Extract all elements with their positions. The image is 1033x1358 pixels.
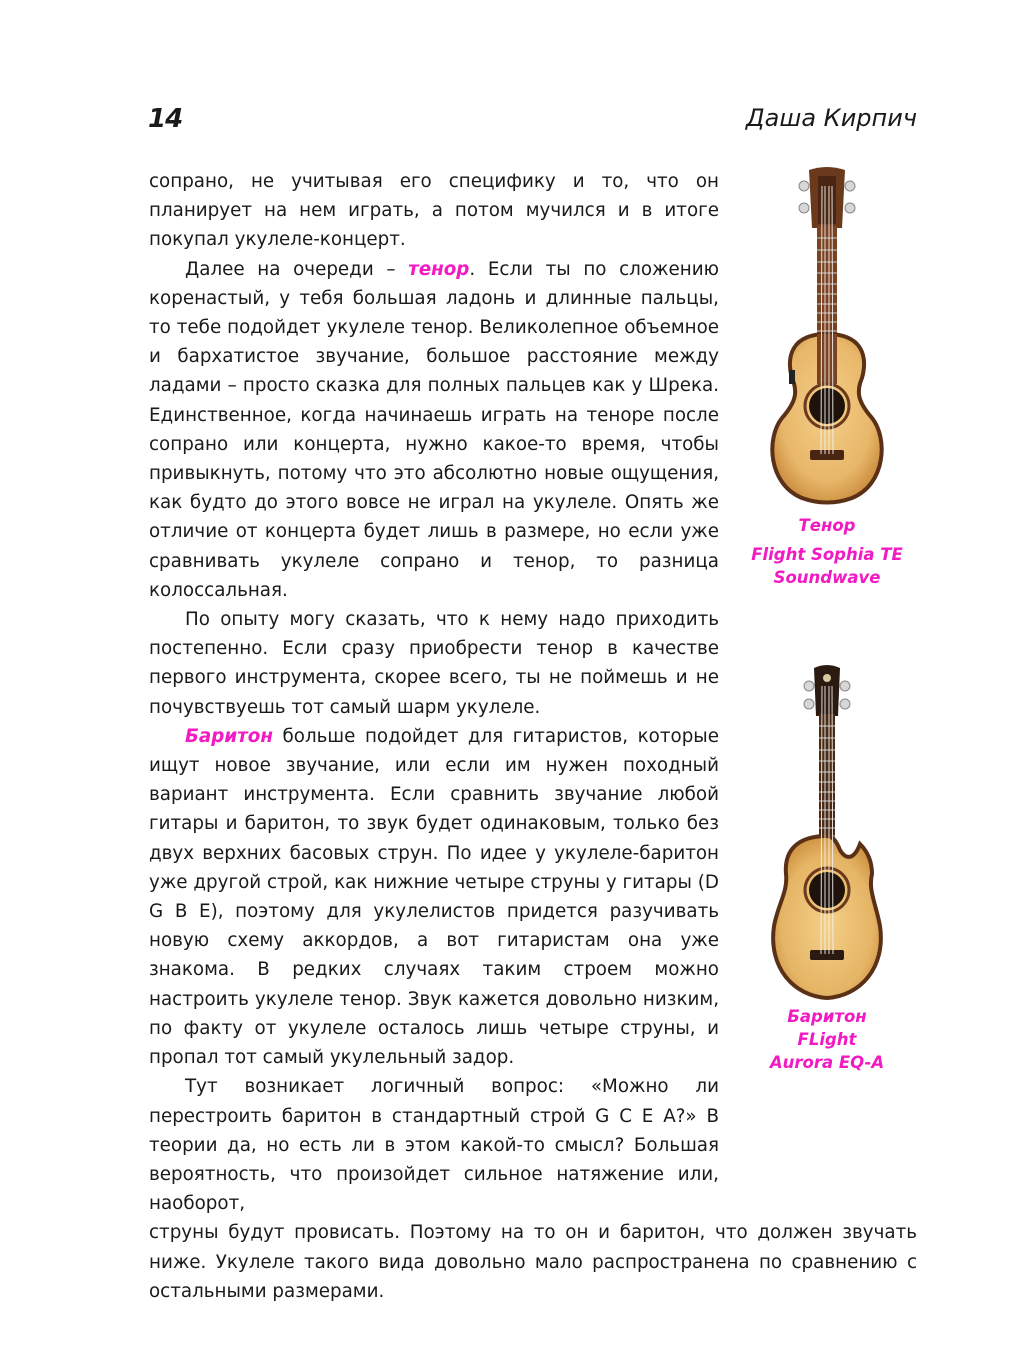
page-number: 14 bbox=[148, 104, 183, 134]
paragraph-2-lead: Далее на очереди – bbox=[185, 258, 409, 280]
highlight-baritone: Баритон bbox=[185, 725, 273, 747]
tenor-caption-model: Flight Sophia TE bbox=[751, 545, 903, 564]
paragraph-1: сопрано, не учитывая его специфику и то, что он планирует на нем играть, а потом мучился и в итоге покупал укулеле-концерт. bbox=[149, 171, 719, 251]
baritone-caption bbox=[742, 1005, 912, 1074]
tenor-caption-model-line2: Soundwave bbox=[773, 568, 881, 587]
baritone-caption-model-line2: Aurora EQ-A bbox=[769, 1053, 885, 1072]
paragraph-3: По опыту могу сказать, что к нему надо приходить постепенно. Если сразу приобрести тенор в качестве первого инструмента, скорее всего, ты не поймешь и не почувствуешь тот самый шарм укулеле. bbox=[149, 609, 719, 718]
paragraph-2-rest: . Если ты по сложению коренастый, у тебя большая ладонь и длинные пальцы, то тебе подойдет укулеле тенор. Великолепное объемное и бархатистое звучание, большое расстояние между ладами – просто сказка для полных пальцев как у Шрека. Единственное, когда начинаешь играть на теноре после сопрано или концерта, нужно какое-то время, чтобы привыкнуть, потому что это абсолютно новые ощущения, как будто до этого вовсе не играл на укулеле. Опять же отличие от концерта будет лишь в размере, но если уже сравнивать укулеле сопрано и тенор, то разница колоссальная. bbox=[149, 258, 719, 601]
tenor-ukulele-image bbox=[762, 166, 892, 506]
baritone-caption-model: FLight bbox=[797, 1030, 857, 1049]
paragraph-4 bbox=[149, 722, 719, 1072]
running-header-author: Даша Кирпич bbox=[745, 104, 917, 132]
paragraph-5-continued: струны будут провисать. Поэтому на то он и баритон, что должен звучать ниже. Укулеле такого вида довольно мало распространена по сравнению с остальными размерами. bbox=[149, 1222, 917, 1302]
paragraph-2 bbox=[149, 255, 719, 605]
tenor-caption-type: Тенор bbox=[798, 516, 856, 535]
tenor-caption bbox=[732, 514, 922, 589]
highlight-tenor: тенор bbox=[408, 258, 470, 280]
baritone-caption-type: Баритон bbox=[787, 1007, 867, 1026]
paragraph-5: Тут возникает логичный вопрос: «Можно ли перестроить баритон в стандартный строй G C E A?» В теории да, но есть ли в этом какой-то смысл? Большая вероятность, что произойдет сильное натяжение или, наоборот, bbox=[149, 1076, 719, 1215]
paragraph-4-rest: больше подойдет для гитаристов, которые ищут новое звучание, или если им нужен походный вариант инструмента. Если сравнить звучание любой гитары и баритон, то звук будет одинаковым, только без двух верхних басовых струн. По идее у укулеле-баритон уже другой строй, как нижние четыре струны у гитары (D G B E), поэтому для укулелистов придется разучивать новую схему аккордов, а вот гитаристам она уже знакома. В редких случаях таким строем можно настроить укулеле тенор. Звук кажется довольно низким, по факту от укулеле осталось лишь четыре струны, и пропал тот самый укулельный задор. bbox=[149, 725, 719, 1069]
baritone-ukulele-image bbox=[764, 664, 890, 1004]
